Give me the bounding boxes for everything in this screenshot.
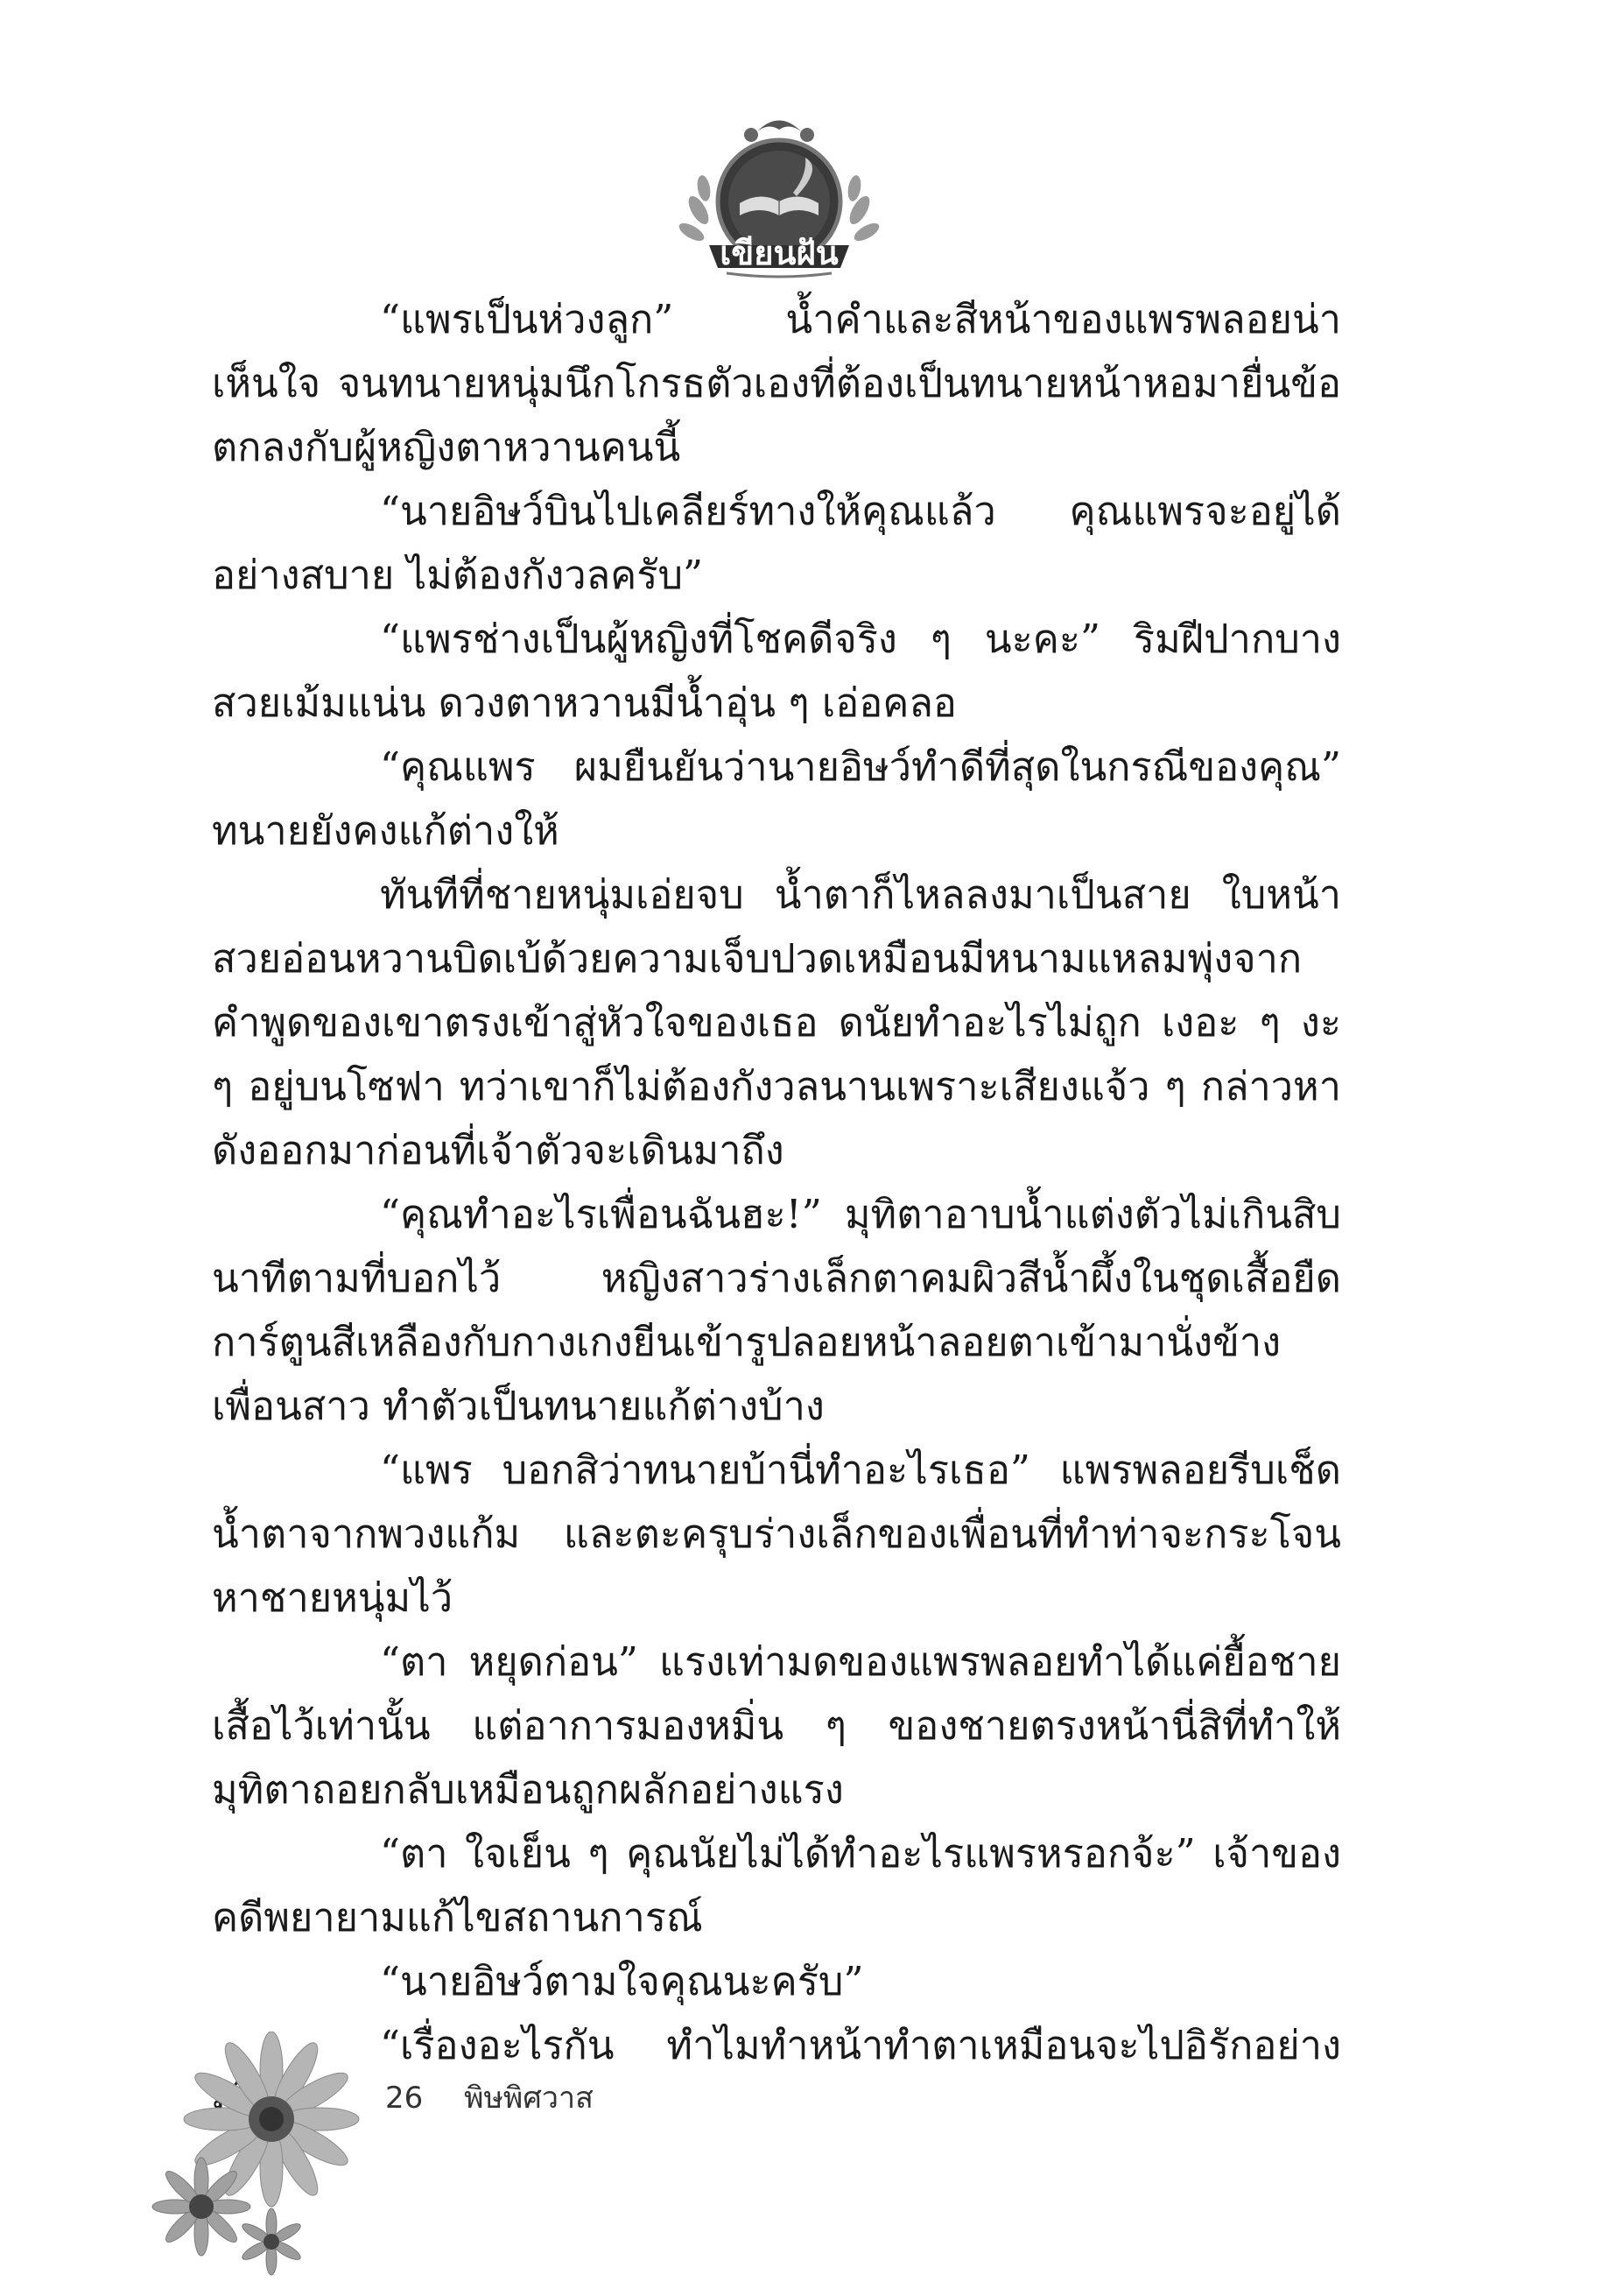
header-emblem-logo xyxy=(674,105,884,280)
page-footer xyxy=(385,2074,594,2121)
book-title: พิษพิศวาส xyxy=(464,2081,594,2116)
chapter-body-text xyxy=(212,287,1341,2068)
paragraph: “แพรช่างเป็นผู้หญิงที่โชคดีจริง ๆ นะคะ” ริมฝีปากบางสวยเม้มแน่น ดวงตาหวานมีน้ำอุ่น ๆ เอ่อคลอ xyxy=(212,616,1341,726)
paragraph: “คุณแพร ผมยืนยันว่านายอิษว์ทำดีที่สุดในกรณีของคุณ” ทนายยังคงแก้ต่างให้ xyxy=(212,743,1341,854)
paragraph: “เรื่องอะไรกัน ทำไมทำหน้าทำตาเหมือนจะไปอิรักอย่าง xyxy=(380,2022,1341,2068)
paragraph: ทันทีที่ชายหนุ่มเอ่ยจบ น้ำตาก็ไหลลงมาเป็นสาย ใบหน้าสวยอ่อนหวานบิดเบ้ด้วยความเจ็บปวดเหมือนมีหนามแหลมพุ่งจากคำพูดของเขาตรงเข้าสู่หัวใจของเธอ ดนัยทำอะไรไม่ถูก เงอะ ๆ งะ ๆ อยู่บนโซฟา ทว่าเขาก็ไม่ต้องกังวลนานเพราะเสียงแจ้ว ๆ กล่าวหาดังออกมาก่อนที่เจ้าตัวจะเดินมาถึง xyxy=(212,871,1341,1173)
decorative-flower-icon xyxy=(149,2032,376,2277)
paragraph: “ตา หยุดก่อน” แรงเท่ามดของแพรพลอยทำได้แค่ยื้อชายเสื้อไว้เท่านั้น แต่อาการมองหมิ่น ๆ ของชายตรงหน้านี่สิที่ทำให้มุทิตาถอยกลับเหมือนถูกผลักอย่างแรง xyxy=(212,1638,1341,1813)
paragraph: “แพรเป็นห่วงลูก” น้ำคำและสีหน้าของแพรพลอยน่าเห็นใจ จนทนายหนุ่มนึกโกรธตัวเองที่ต้องเป็นทนายหน้าหอมายื่นข้อตกลงกับผู้หญิงตาหวานคนนี้ xyxy=(212,296,1341,470)
paragraph: “แพร บอกสิว่าทนายบ้านี่ทำอะไรเธอ” แพรพลอยรีบเช็ดน้ำตาจากพวงแก้ม และตะครุบร่างเล็กของเพื่อนที่ทำท่าจะกระโจนหาชายหนุ่มไว้ xyxy=(212,1447,1341,1621)
paragraph: “นายอิษว์ตามใจคุณนะครับ” xyxy=(380,1958,864,2004)
paragraph: “นายอิษว์บินไปเคลียร์ทางให้คุณแล้ว คุณแพรจะอยู่ได้อย่างสบาย ไม่ต้องกังวลครับ” xyxy=(212,488,1341,598)
paragraph: “คุณทำอะไรเพื่อนฉันฮะ!” มุทิตาอาบน้ำแต่งตัวไม่เกินสิบนาทีตามที่บอกไว้ หญิงสาวร่างเล็กตาคมผิวสีน้ำผึ้งในชุดเสื้อยืดการ์ตูนสีเหลืองกับกางเกงยีนเข้ารูปลอยหน้าลอยตาเข้ามานั่งข้างเพื่อนสาว ทำตัวเป็นทนายแก้ต่างบ้าง xyxy=(212,1191,1341,1429)
paragraph: “ตา ใจเย็น ๆ คุณนัยไม่ได้ทำอะไรแพรหรอกจ้ะ” เจ้าของคดีพยายามแก้ไขสถานการณ์ xyxy=(212,1830,1341,1940)
emblem-caption: เขียนฝัน xyxy=(720,234,839,272)
page-number: 26 xyxy=(385,2081,424,2116)
